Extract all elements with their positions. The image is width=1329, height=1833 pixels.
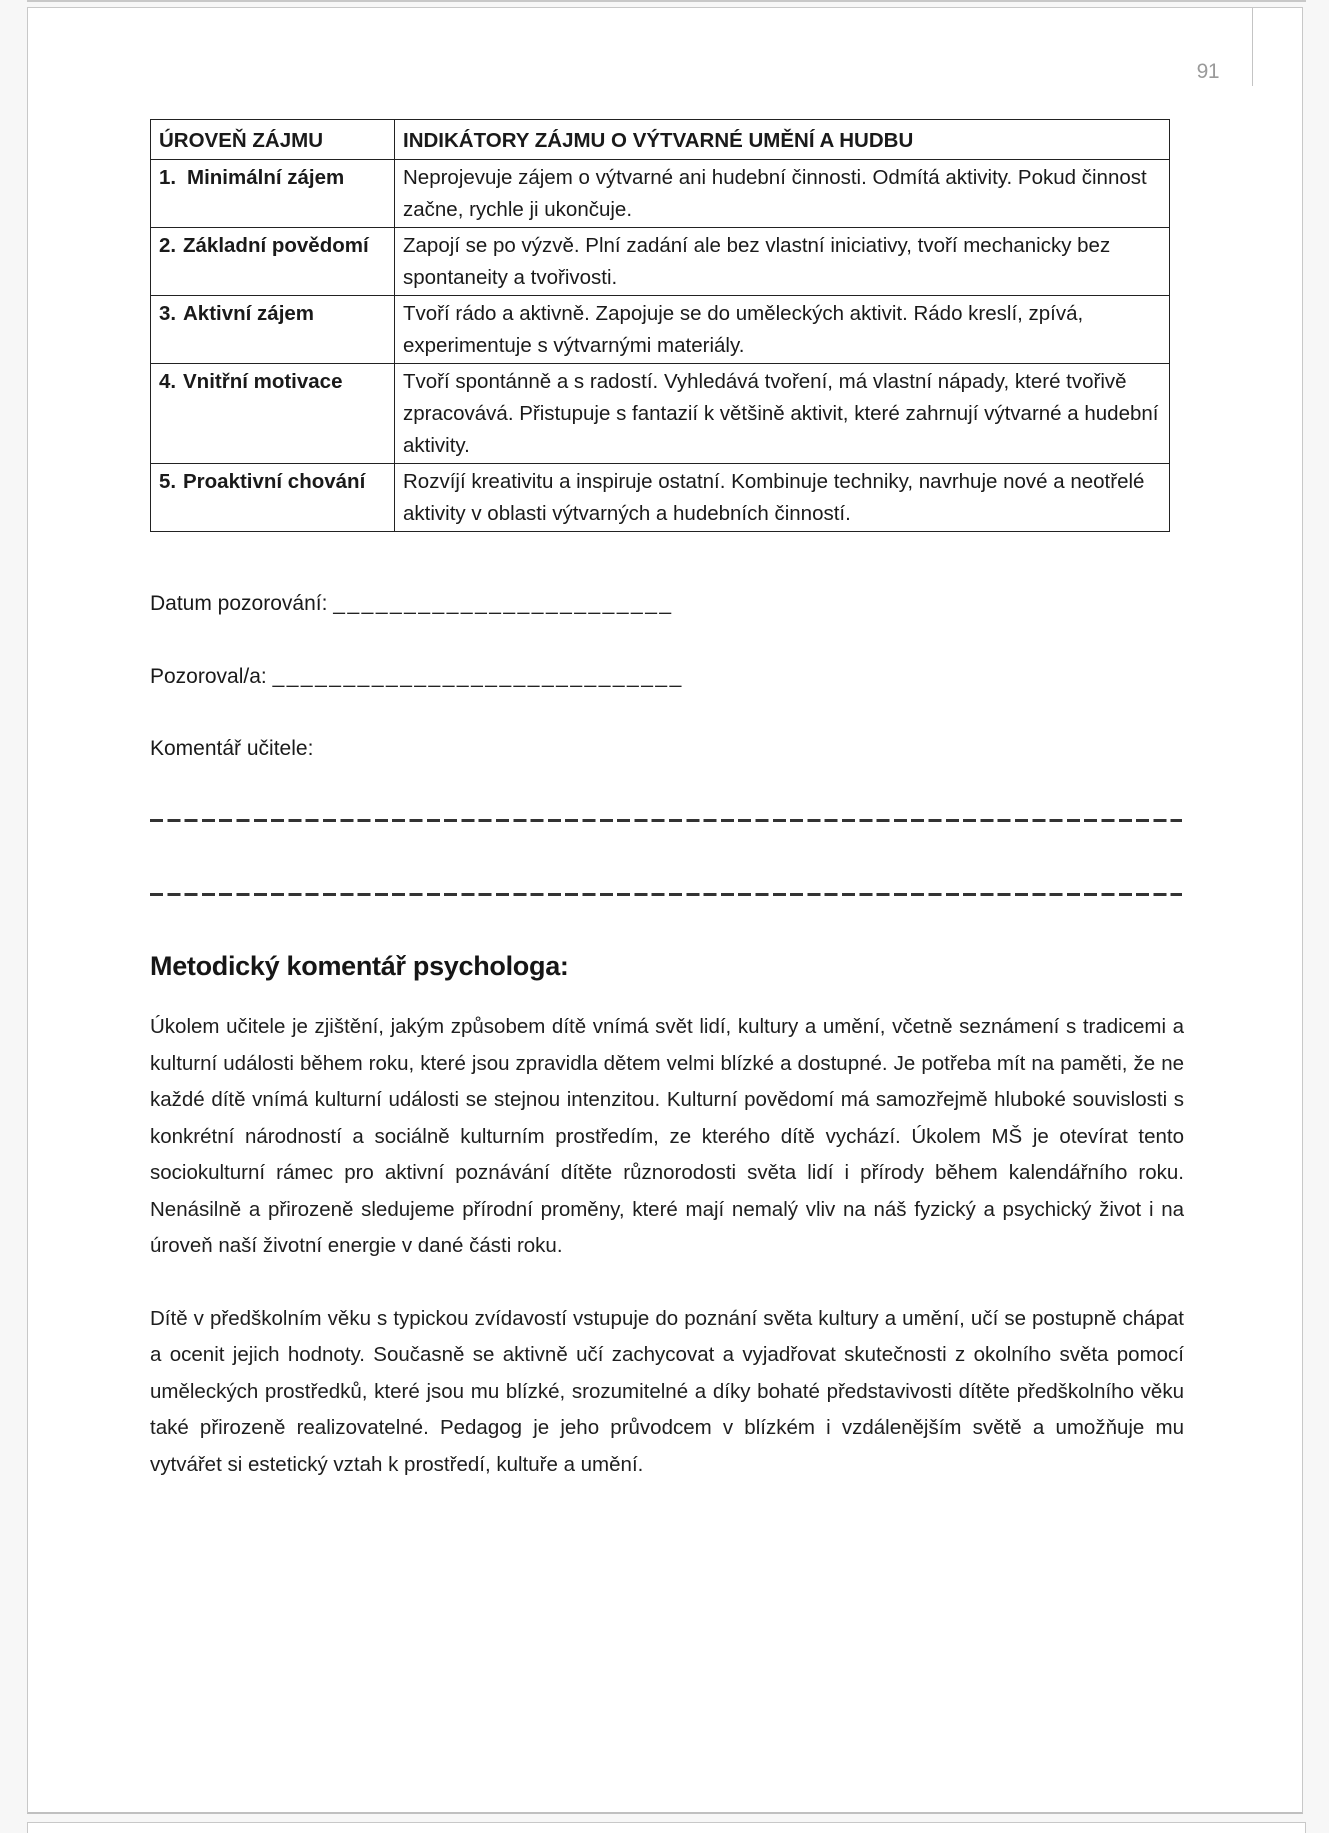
observer-blank[interactable]: _____________________________: [272, 665, 684, 688]
observer-label: Pozoroval/a:: [150, 665, 267, 688]
level-name: Aktivní zájem: [183, 302, 315, 325]
header-interest-level: ÚROVEŇ ZÁJMU: [151, 120, 395, 160]
table-row: [151, 228, 1170, 296]
observation-date-label: Datum pozorování:: [150, 592, 328, 615]
table-row: [151, 364, 1170, 464]
level-name: Minimální zájem: [187, 166, 345, 189]
level-number: 3.: [159, 302, 177, 325]
level-number: 4.: [159, 370, 177, 393]
teacher-comment-line-2[interactable]: [150, 893, 1182, 896]
level-cell: [151, 296, 395, 364]
previous-page-edge: [27, 0, 1306, 2]
teacher-comment-label: Komentář učitele:: [150, 737, 314, 760]
margin-guide-line: [1252, 8, 1253, 86]
indicator-cell: Tvoří rádo a aktivně. Zapojuje se do uměleckých aktivit. Rádo kreslí, zpívá, experimentuje s výtvarnými materiály.: [395, 296, 1170, 364]
level-cell: [151, 464, 395, 532]
table-header-row: [151, 120, 1170, 160]
commentary-paragraph: Dítě v předškolním věku s typickou zvídavostí vstupuje do poznání světa kultury a umění, učí se postupně chápat a ocenit jejich hodnoty. Současně se aktivně učí zachycovat a vyjadřovat skutečnosti z okolního světa pomocí uměleckých prostředků, které jsou mu blízké, srozumitelné a díky bohaté představivosti dítěte předškolního věku také přirozeně realizovatelné. Pedagog je jeho průvodcem v blízkém i vzdálenějším světě a umožňuje mu vytvářet si estetický vztah k prostředí, kultuře a umění.: [150, 1306, 1184, 1476]
level-name: Vnitřní motivace: [183, 370, 343, 393]
table-row: [151, 464, 1170, 532]
indicator-cell: Rozvíjí kreativitu a inspiruje ostatní. Kombinuje techniky, navrhuje nové a neotřelé aktivity v oblasti výtvarných a hudebních činností.: [395, 464, 1170, 532]
level-number: 2.: [159, 234, 177, 257]
level-cell: [151, 364, 395, 464]
commentary-paragraph: Úkolem učitele je zjištění, jakým způsobem dítě vnímá svět lidí, kultury a umění, včetně seznámení s tradicemi a kulturní události během roku, které jsou zpravidla dětem velmi blízké a dostupné. Je potřeba mít na paměti, že ne každé dítě vnímá kulturní události se stejnou intenzitou. Kulturní povědomí má samozřejmě hluboké souvislosti s konkrétní národností a sociálně kulturním prostředím, ze kterého dítě vychází. Úkolem MŠ je otevírat tento sociokulturní rámec pro aktivní poznávání dítěte různorodosti světa lidí i přírody během kalendářního roku. Nenásilně a přirozeně sledujeme přírodní proměny, které mají nemalý vliv na náš fyzický a psychický život i na úroveň naší životní energie v dané části roku.: [150, 1015, 1184, 1257]
observation-date-field[interactable]: [150, 592, 1212, 626]
document-page: [27, 7, 1303, 1814]
observer-field[interactable]: [150, 665, 1212, 699]
level-cell: [151, 228, 395, 296]
level-name: Základní povědomí: [183, 234, 369, 257]
page-number: 91: [1196, 60, 1219, 83]
indicator-cell: Neprojevuje zájem o výtvarné ani hudební činnosti. Odmítá aktivity. Pokud činnost začne, rychle ji ukončuje.: [395, 160, 1170, 228]
indicator-cell: Zapojí se po výzvě. Plní zadání ale bez vlastní iniciativy, tvoří mechanicky bez spontaneity a tvořivosti.: [395, 228, 1170, 296]
table-row: [151, 296, 1170, 364]
observation-date-blank[interactable]: ________________________: [333, 592, 674, 615]
page-content: [150, 119, 1212, 1483]
level-number: 1.: [159, 166, 177, 189]
teacher-comment-line-1[interactable]: [150, 819, 1182, 822]
table-row: [151, 160, 1170, 228]
level-cell: [151, 160, 395, 228]
teacher-comment-field: [150, 737, 1212, 771]
commentary-title: Metodický komentář psychologa:: [150, 951, 569, 981]
interest-levels-table: [150, 119, 1170, 532]
header-interest-indicators: INDIKÁTORY ZÁJMU O VÝTVARNÉ UMĚNÍ A HUDBU: [395, 120, 1170, 160]
indicator-cell: Tvoří spontánně a s radostí. Vyhledává tvoření, má vlastní nápady, které tvořivě zpracovává. Přistupuje s fantazií k většině aktivit, které zahrnují výtvarné a hudební aktivity.: [395, 364, 1170, 464]
level-number: 5.: [159, 470, 177, 493]
level-name: Proaktivní chování: [183, 470, 366, 493]
